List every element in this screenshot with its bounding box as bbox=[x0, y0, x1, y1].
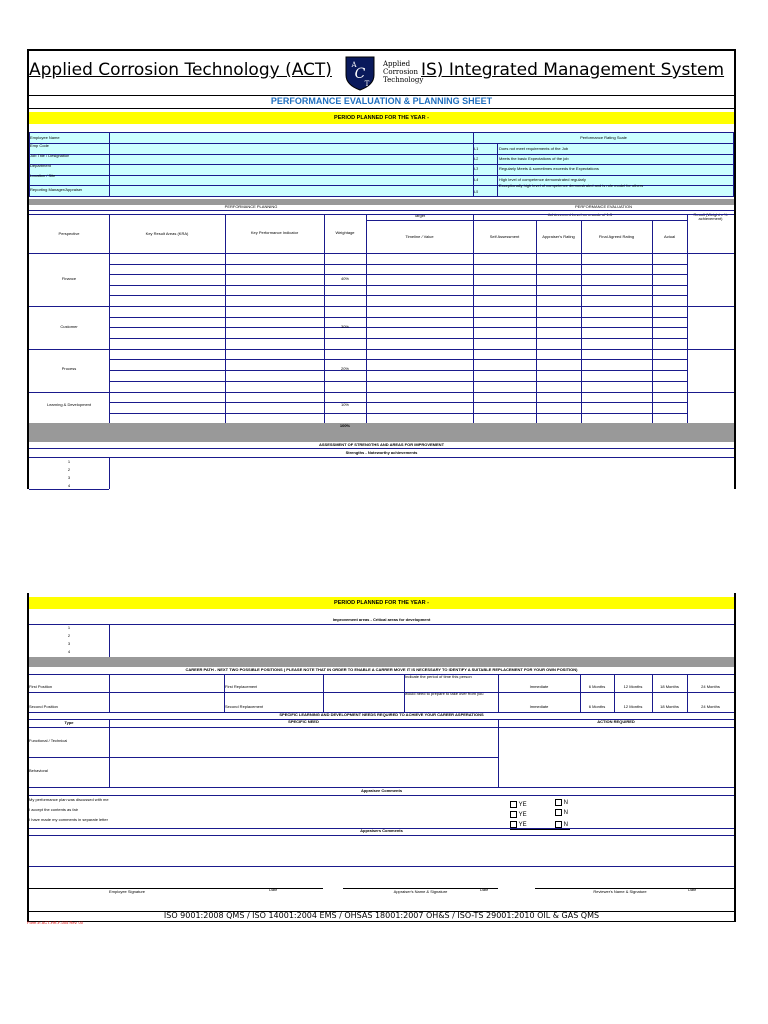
section-planning: PERFORMANCE PLANNING bbox=[224, 205, 278, 209]
section-evaluation: PERFORMANCE EVALUATION bbox=[575, 205, 632, 209]
rating-l4-text: High level of competence demonstrated regularly bbox=[499, 178, 586, 182]
col-kra: Key Result Areas (KRA) bbox=[145, 232, 189, 236]
behavioral: Behavioral bbox=[29, 769, 48, 773]
weight-customer: 30% bbox=[340, 325, 349, 329]
col-timeline: Timeline / Value bbox=[405, 235, 434, 239]
rating-l5-text: Exceptionally high level of competence demonstrated and is role model for others bbox=[499, 184, 644, 188]
first-position: First Position bbox=[29, 685, 53, 689]
employee-signature: Employee Signature bbox=[108, 890, 146, 894]
indicate-note: Indicate the period of time this person bbox=[405, 675, 472, 679]
rating-l3-code: L3 bbox=[474, 167, 479, 171]
field-location: Location / Site bbox=[30, 174, 56, 178]
form-number: Form #: ACT-HR-F-005 Rev. 00 bbox=[27, 921, 83, 925]
date-1: Date bbox=[269, 888, 278, 892]
functional-technical: Functional / Technical bbox=[29, 739, 68, 743]
strength-1: 1 bbox=[67, 460, 71, 464]
period-banner-2: PERIOD PLANNED FOR THE YEAR - bbox=[29, 597, 734, 609]
field-emp-code: Emp Code bbox=[30, 144, 49, 148]
first-12m: 12 Months bbox=[623, 685, 643, 689]
statement-2: I accept the contents as fair bbox=[29, 808, 78, 812]
field-reporting-manager: Reporting Manager/Appraiser bbox=[30, 188, 83, 192]
svg-text:C: C bbox=[354, 66, 366, 82]
yes-checkbox-1[interactable]: YE bbox=[510, 801, 527, 808]
second-position: Second Position bbox=[29, 705, 58, 709]
svg-text:A: A bbox=[351, 61, 357, 69]
perspective-process: Process bbox=[61, 367, 77, 371]
date-2: Date bbox=[480, 888, 489, 892]
company-title: Applied Corrosion Technology (ACT) bbox=[29, 60, 332, 80]
appraisee-comments-title: Appraisee Comments bbox=[360, 789, 403, 793]
col-weightage: Weightage bbox=[335, 231, 355, 235]
rating-l2-text: Meets the basic Expectations of the job bbox=[499, 157, 569, 161]
col-actual: Actual bbox=[663, 235, 676, 239]
iso-footer: ISO 9001:2008 QMS / ISO 14001:2004 EMS / OHSAS 18001:2007 OH&S / ISO-TS 29001:2010 OIL & GAS QMS bbox=[163, 911, 600, 920]
no-checkbox-1[interactable]: N bbox=[555, 799, 568, 806]
result-label: Result (Weight x % achievement) bbox=[693, 213, 728, 222]
col-self-assessment: Self Assessment bbox=[489, 235, 520, 239]
learning-title: SPECIFIC LEARNING AND DEVELOPMENT NEEDS REQUIRED TO ACHIEVE YOUR CAREER ASPERATIONS bbox=[279, 713, 484, 717]
strength-4: 4 bbox=[67, 484, 71, 488]
rating-l5-code: L5 bbox=[474, 190, 479, 194]
strengths-title: Strengths - Noteworthy achievements bbox=[345, 451, 418, 455]
improvement-3: 3 bbox=[67, 642, 71, 646]
target-label: Target bbox=[413, 214, 426, 218]
field-department: Department bbox=[30, 164, 51, 168]
improvement-4: 4 bbox=[67, 650, 71, 654]
specific-need-header: SPECIFIC NEED bbox=[288, 720, 319, 724]
field-job-title: Job Title / Designation bbox=[30, 154, 70, 158]
first-24m: 24 Months bbox=[701, 685, 720, 689]
rating-l4-code: L4 bbox=[474, 178, 479, 182]
date-3: Date bbox=[688, 888, 697, 892]
prepare-note: would need to prepare to take over from you bbox=[405, 692, 484, 696]
logo-text: Applied Corrosion Technology bbox=[383, 60, 424, 84]
col-kpi: Key Performance Indicator bbox=[250, 231, 299, 235]
weight-finance: 40% bbox=[340, 277, 349, 281]
improvement-1: 1 bbox=[67, 626, 71, 630]
weight-learning: 10% bbox=[340, 403, 349, 407]
rating-l2-code: L2 bbox=[474, 157, 479, 161]
second-6m: 6 Months bbox=[588, 705, 606, 709]
career-path-title: CAREER PATH - NEXT TWO POSSIBLE POSITIONS ( PLEASE NOTE THAT IN ORDER TO ENABLE A CARRER MOVE IT IS NECESSARY TO IDENTIFY A SUITABLE REPLACEMENT FOR YOUR OWN POSITION) bbox=[185, 668, 578, 672]
period-banner: PERIOD PLANNED FOR THE YEAR - bbox=[29, 112, 734, 124]
yes-checkbox-2[interactable]: YE bbox=[510, 811, 527, 818]
second-12m: 12 Months bbox=[623, 705, 643, 709]
system-title: IS) Integrated Management System bbox=[421, 60, 725, 80]
field-employee-name: Employee Name bbox=[30, 136, 60, 140]
first-replacement: First Replacement bbox=[225, 685, 258, 689]
statement-3: I have made my comments in separate letter bbox=[29, 818, 108, 822]
perspective-learning: Learning & Development bbox=[46, 403, 92, 407]
second-immediate: Immediate bbox=[529, 705, 549, 709]
rating-l1-text: Does not meet requirements of the Job bbox=[499, 147, 569, 151]
logo bbox=[342, 53, 378, 91]
first-6m: 6 Months bbox=[588, 685, 606, 689]
assessment-title: ASSESSMENT OF STRENGTHS AND AREAS FOR IMPROVEMENT bbox=[318, 443, 445, 447]
appraiser-signature: Appraiser's Name & Signature bbox=[393, 890, 448, 894]
yes-checkbox-3[interactable]: YE bbox=[510, 821, 527, 828]
second-24m: 24 Months bbox=[701, 705, 720, 709]
first-immediate: Immediate bbox=[529, 685, 549, 689]
weight-process: 20% bbox=[340, 367, 349, 371]
col-appraiser-rating: Appraiser's Rating bbox=[542, 235, 575, 239]
perspective-customer: Customer bbox=[60, 325, 78, 329]
col-perspective: Perspective bbox=[58, 232, 80, 236]
action-header: ACTION REQUIRED bbox=[597, 720, 635, 724]
no-checkbox-2[interactable]: N bbox=[555, 809, 568, 816]
total-weight: 100% bbox=[339, 424, 351, 428]
improvement-2: 2 bbox=[67, 634, 71, 638]
perspective-finance: Finance bbox=[61, 277, 77, 281]
achievement-label: Achievement Level on a scale of 1-5 bbox=[547, 213, 613, 217]
statement-1: My performance plan was discussed with me bbox=[29, 798, 109, 802]
rating-scale-title: Performance Rating Scale bbox=[580, 136, 627, 140]
col-final-rating: Final Agreed Rating bbox=[598, 235, 635, 239]
no-checkbox-3[interactable]: N bbox=[555, 821, 568, 828]
type-header: Type bbox=[64, 721, 74, 725]
appraisers-comments-title: Appraisers Comments bbox=[360, 829, 403, 833]
second-18m: 18 Months bbox=[660, 705, 679, 709]
reviewer-signature: Reviewer's Name & Signature bbox=[593, 890, 647, 894]
sheet-title: PERFORMANCE EVALUATION & PLANNING SHEET bbox=[270, 96, 493, 106]
strength-3: 3 bbox=[67, 476, 71, 480]
first-18m: 18 Months bbox=[660, 685, 679, 689]
improvement-title: Improvement areas - Critical areas for development bbox=[332, 618, 431, 622]
strength-2: 2 bbox=[67, 468, 71, 472]
rating-l1-code: L1 bbox=[474, 147, 479, 151]
svg-text:T: T bbox=[364, 80, 370, 88]
second-replacement: Second Replacement bbox=[225, 705, 264, 709]
rating-l3-text: Regularly Meets & sometimes exceeds the Expectations bbox=[499, 167, 599, 171]
